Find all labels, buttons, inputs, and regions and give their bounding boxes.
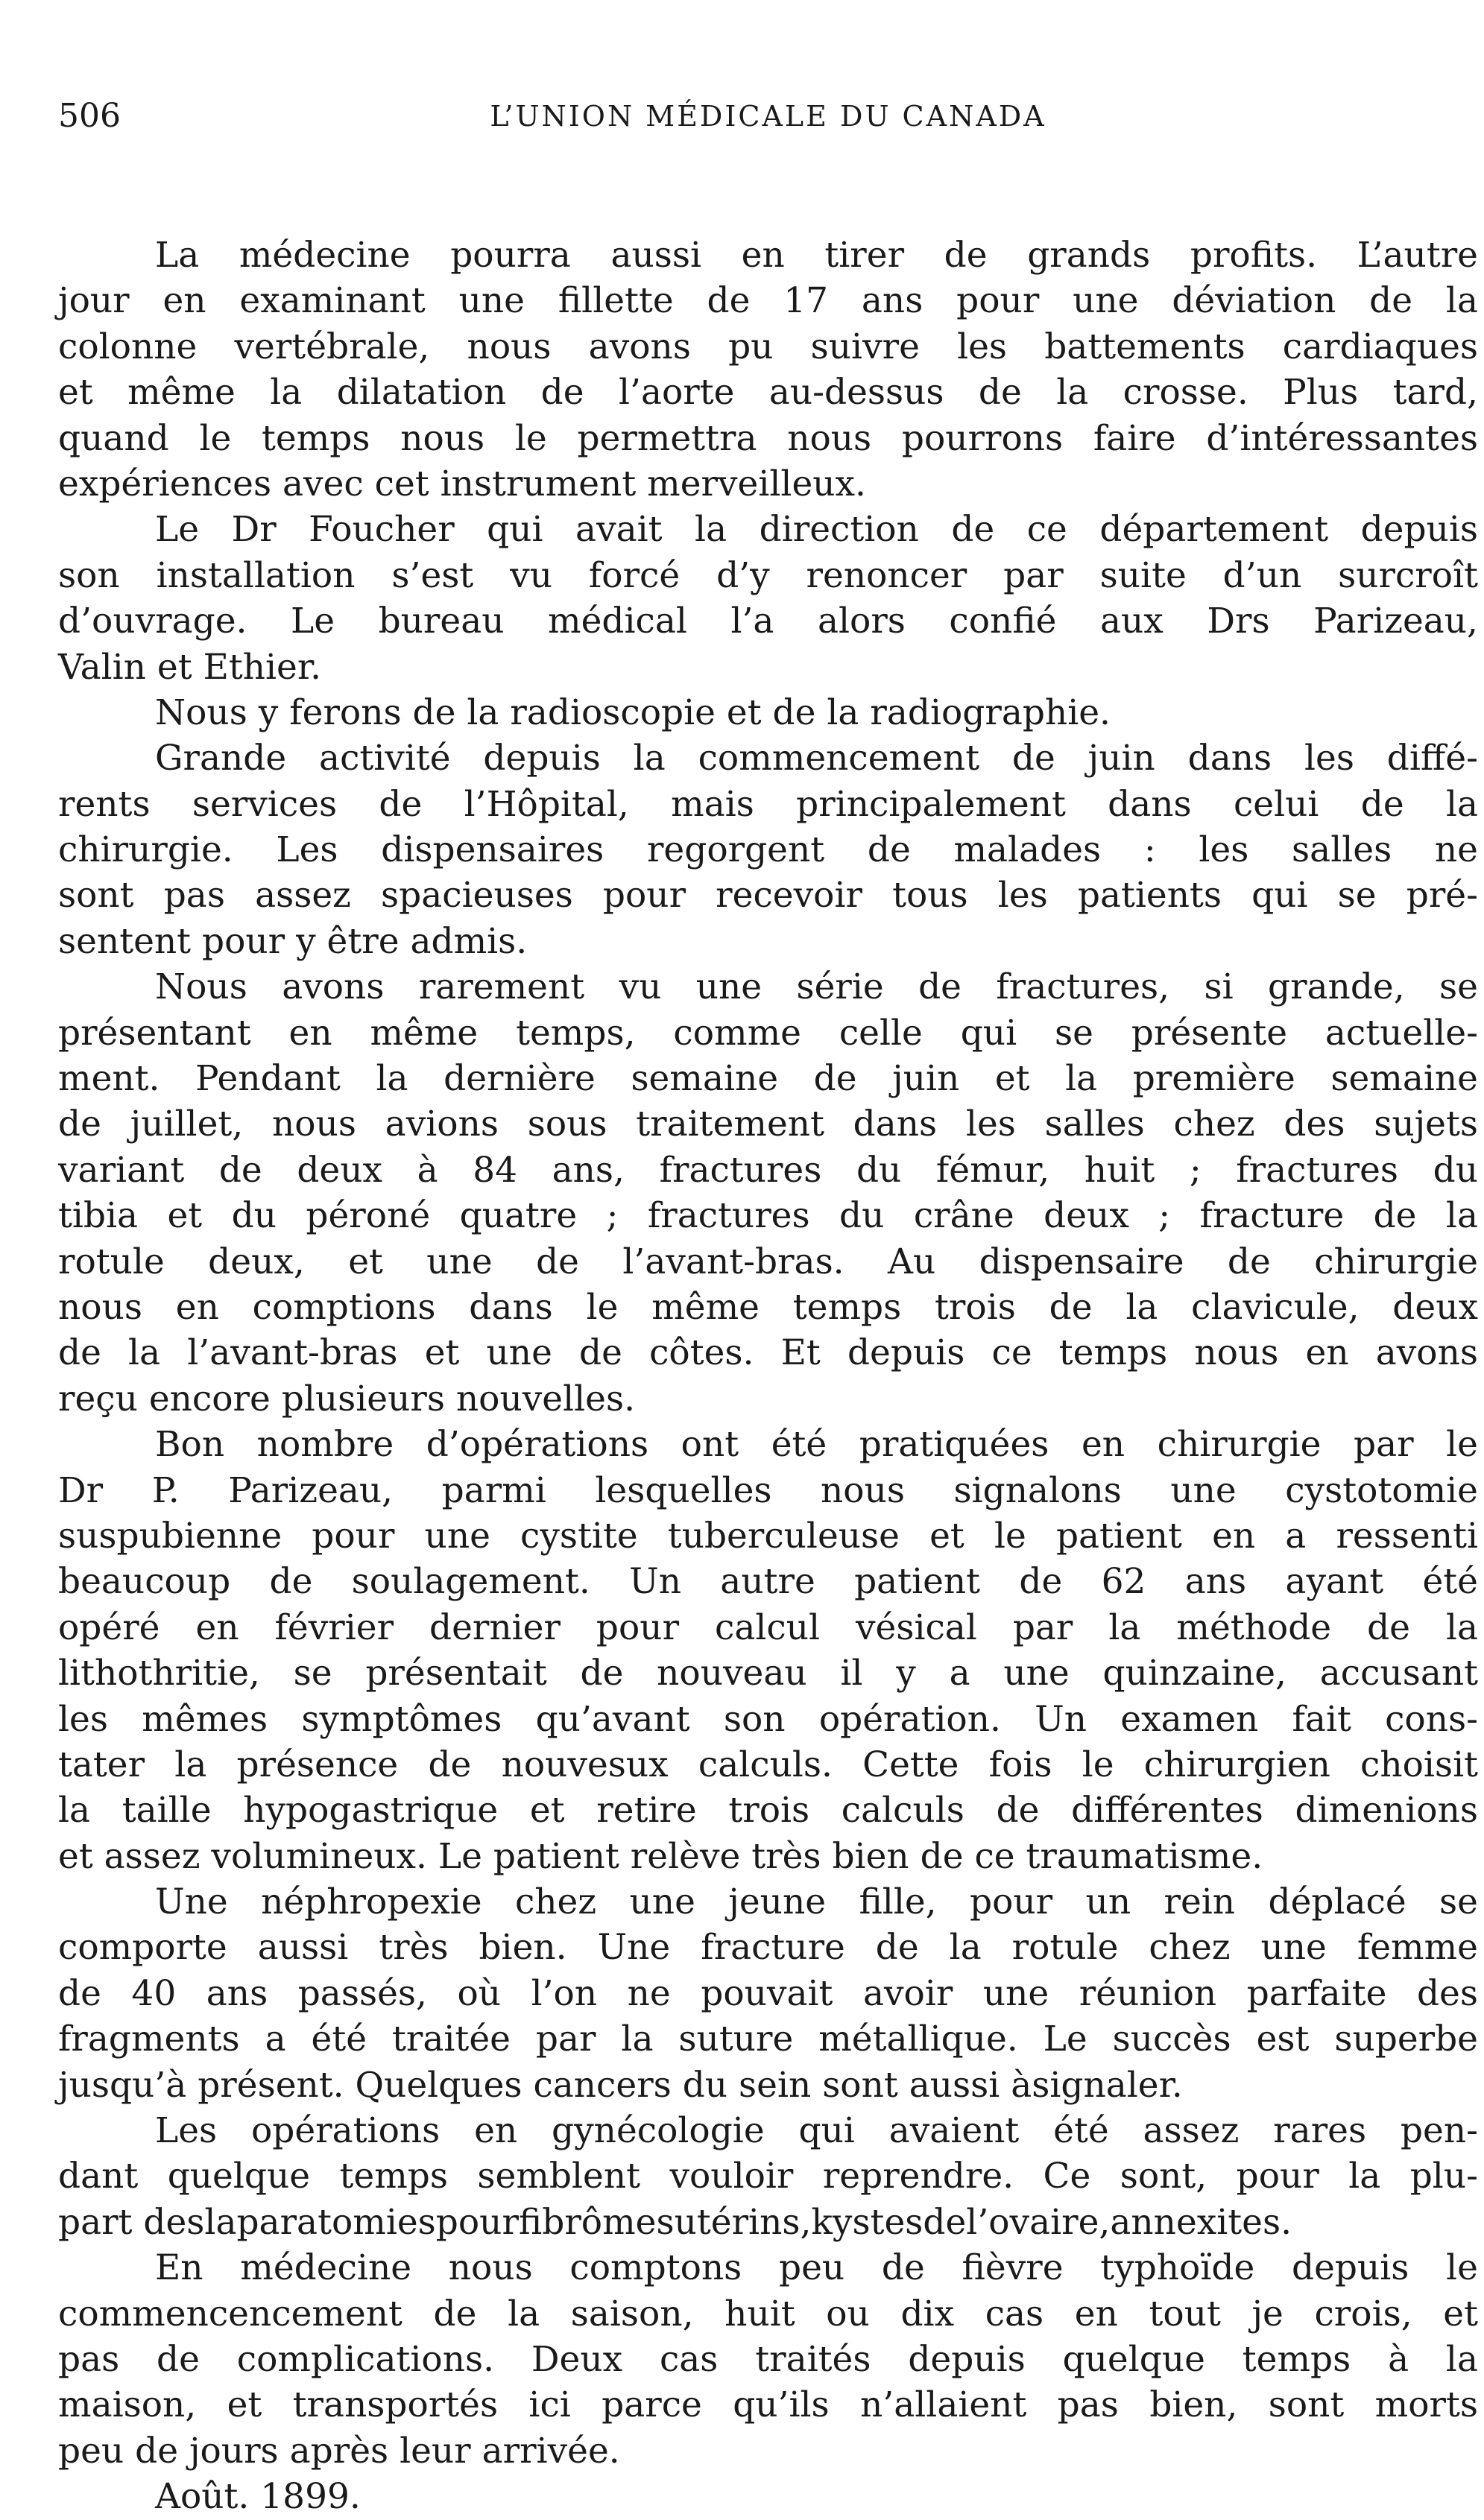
paragraph (58, 690, 1478, 735)
text-line: sont pas assez spacieuses pour recevoir tous les patients qui se pré- (58, 875, 1478, 916)
text-line: Nous avons rarement vu une série de fractures, si grande, se (155, 966, 1478, 1008)
paragraph (58, 232, 1478, 507)
text-line: nous en comptions dans le même temps trois de la clavicule, deux (58, 1286, 1478, 1328)
text-line: et même la dilatation de l’aorte au-dessus de la crosse. Plus tard, (58, 372, 1478, 414)
text-line: tater la présence de nouvesux calculs. Cette fois le chirurgien choisit (58, 1744, 1478, 1785)
paragraph (58, 507, 1478, 690)
text-line: jusqu’à présent. Quelques cancers du sein sont aussi àsignaler. (58, 2064, 1183, 2106)
text-line: et assez volumineux. Le patient relève très bien de ce traumatisme. (58, 1835, 1263, 1877)
text-line: commencencement de la saison, huit ou dix cas en tout je crois, et (58, 2293, 1478, 2334)
text-line: Les opérations en gynécologie qui avaient été assez rares pen- (155, 2110, 1478, 2152)
text-line: pas de complications. Deux cas traités depuis quelque temps à la (58, 2338, 1478, 2380)
signoff-date: Août. 1899. (155, 2476, 361, 2518)
page-number: 506 (58, 97, 121, 135)
text-line: suspubienne pour une cystite tuberculeuse et le patient en a ressenti (58, 1515, 1478, 1557)
text-line: rotule deux, et une de l’avant-bras. Au dispensaire de chirurgie (58, 1241, 1478, 1282)
paragraph (58, 1879, 1478, 2108)
text-line: Grande activité depuis la commencement de juin dans les diffé- (155, 738, 1478, 779)
text-line: d’ouvrage. Le bureau médical l’a alors confié aux Drs Parizeau, (58, 601, 1478, 642)
body-text (58, 232, 1478, 2520)
text-line: reçu encore plusieurs nouvelles. (58, 1378, 636, 1419)
text-line: de juillet, nous avions sous traitement dans les salles chez des sujets (58, 1104, 1478, 1145)
text-line: fragments a été traitée par la suture métallique. Le succès est superbe (58, 2019, 1478, 2060)
text-line: En médecine nous comptons peu de fièvre typhoïde depuis le (155, 2247, 1478, 2289)
text-line: Bon nombre d’opérations ont été pratiquées en chirurgie par le (155, 1424, 1478, 1466)
text-line: Nous y ferons de la radioscopie et de la radiographie. (155, 691, 1111, 733)
text-line: les mêmes symptômes qu’avant son opération. Un examen fait cons- (58, 1698, 1478, 1740)
page-header (58, 89, 1478, 149)
paragraph (58, 964, 1478, 1422)
text-line: expériences avec cet instrument merveilleux. (58, 463, 866, 504)
text-line: chirurgie. Les dispensaires regorgent de malades : les salles ne (58, 829, 1478, 871)
text-line: rents services de l’Hôpital, mais principalement dans celui de la (58, 783, 1478, 825)
text-line: maison, et transportés ici parce qu’ils n’allaient pas bien, sont morts (58, 2384, 1478, 2426)
text-line: Le Dr Foucher qui avait la direction de ce département depuis (155, 509, 1478, 551)
text-line: opéré en février dernier pour calcul vésical par la méthode de la (58, 1606, 1478, 1648)
paragraph (58, 1422, 1478, 1879)
text-line: présentant en même temps, comme celle qui se présente actuelle- (58, 1012, 1478, 1054)
text-line: lithothritie, se présentait de nouveau il y a une quinzaine, accusant (58, 1653, 1478, 1694)
text-line: jour en examinant une fillette de 17 ans pour une déviation de la (58, 280, 1478, 322)
text-line: tibia et du péroné quatre ; fractures du crâne deux ; fracture de la (58, 1195, 1478, 1237)
paragraph (58, 2245, 1478, 2474)
text-line: Une néphropexie chez une jeune fille, pour un rein déplacé se (155, 1881, 1478, 1923)
text-line: peu de jours après leur arrivée. (58, 2430, 620, 2472)
running-title: L’UNION MÉDICALE DU CANADA (490, 100, 1046, 133)
text-line: ment. Pendant la dernière semaine de juin et la première semaine (58, 1058, 1478, 1100)
text-line: de 40 ans passés, où l’on ne pouvait avoir une réunion parfaite des (58, 1972, 1478, 2014)
text-line: variant de deux à 84 ans, fractures du fémur, huit ; fractures du (58, 1149, 1478, 1191)
text-line: beaucoup de soulagement. Un autre patient de 62 ans ayant été (58, 1561, 1478, 1603)
text-line: dant quelque temps semblent vouloir reprendre. Ce sont, pour la plu- (58, 2156, 1478, 2197)
paragraph (58, 735, 1478, 964)
document-page (58, 89, 1478, 2520)
paragraph (58, 2108, 1478, 2245)
text-line: la taille hypogastrique et retire trois calculs de différentes dimenions (58, 1790, 1478, 1832)
text-line: colonne vertébrale, nous avons pu suivre les battements cardiaques (58, 326, 1478, 367)
text-line: Dr P. Parizeau, parmi lesquelles nous signalons une cystotomie (58, 1469, 1478, 1511)
text-line: quand le temps nous le permettra nous pourrons faire d’intéressantes (58, 417, 1478, 459)
text-line: Valin et Ethier. (58, 646, 322, 688)
text-line: sentent pour y être admis. (58, 920, 528, 962)
text-line: part deslaparatomiespourfibrômesutérins,kystesdel’ovaire,annexites. (58, 2201, 1292, 2243)
text-line: de la l’avant-bras et une de côtes. Et depuis ce temps nous en avons (58, 1332, 1478, 1374)
text-line: son installation s’est vu forcé d’y renoncer par suite d’un surcroît (58, 554, 1478, 596)
text-line: comporte aussi très bien. Une fracture de la rotule chez une femme (58, 1927, 1478, 1969)
text-line: La médecine pourra aussi en tirer de grands profits. L’autre (155, 235, 1478, 276)
